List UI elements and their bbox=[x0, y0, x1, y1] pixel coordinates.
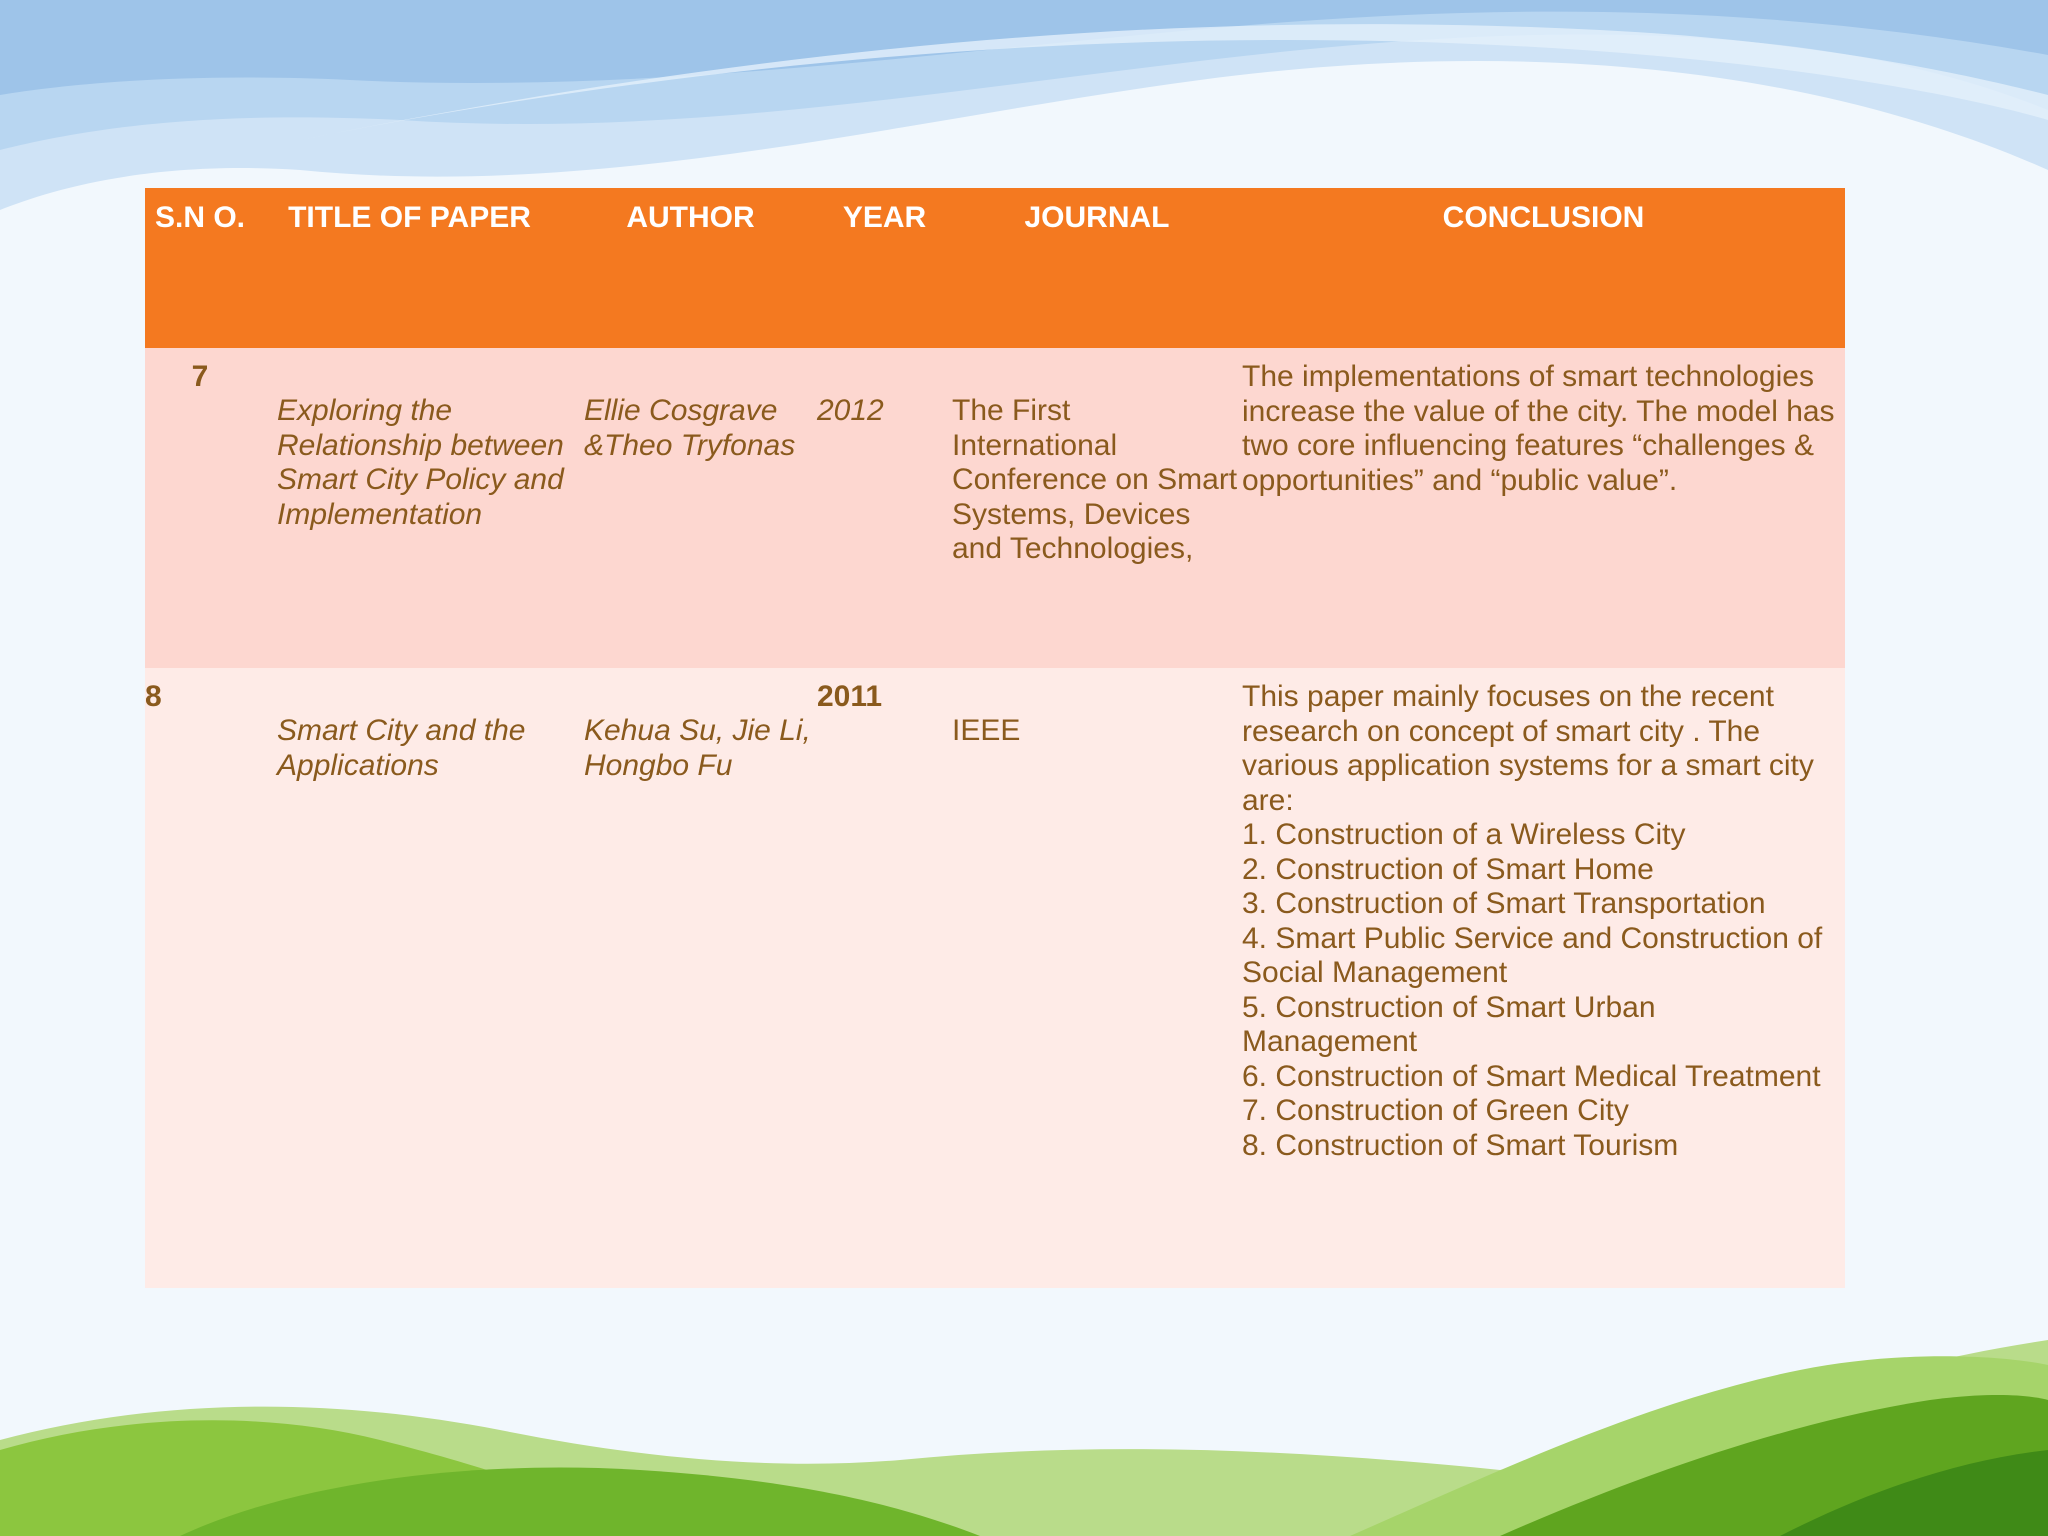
cell-title bbox=[255, 348, 564, 668]
table-row bbox=[145, 348, 1845, 668]
cell-conclusion bbox=[1242, 668, 1845, 1288]
header-title: TITLE OF PAPER bbox=[288, 201, 531, 234]
cell-sno bbox=[145, 348, 255, 668]
year-text: 2011 bbox=[817, 680, 883, 713]
cell-sno bbox=[145, 668, 255, 1288]
cell-year bbox=[817, 348, 952, 668]
conclusion-text: The implementations of smart technologies increase the value of the city. The model has two core influencing features “challenges & opportunities” and “public value”. bbox=[1242, 360, 1835, 497]
conclusion-text: This paper mainly focuses on the recent research on concept of smart city . The various application systems for a smart city are: 1. Construction of a Wireless City 2. Construction of Smart Home 3. Construction of Smart Transportation 4. Smart Public Service and Construction of Social Management 5. Construction of Smart Urban Management 6. Construction of Smart Medical Treatment 7. Construction of Green City 8. Construction of Smart Tourism bbox=[1242, 680, 1823, 1162]
sno-text: 8 bbox=[145, 680, 162, 713]
journal-text: The First International Conference on Smart Systems, Devices and Technologies, bbox=[952, 394, 1238, 565]
author-text: Kehua Su, Jie Li, Hongbo Fu bbox=[584, 714, 811, 782]
cell-journal bbox=[952, 668, 1242, 1288]
header-sno: S.N O. bbox=[154, 201, 245, 234]
author-text: Ellie Cosgrave &Theo Tryfonas bbox=[584, 394, 796, 462]
cell-title bbox=[255, 668, 564, 1288]
title-text: Exploring the Relationship between Smart City Policy and Implementation bbox=[277, 394, 564, 531]
year-text: 2012 bbox=[817, 394, 884, 427]
header-conclusion: CONCLUSION bbox=[1442, 201, 1645, 234]
cell-year bbox=[817, 668, 952, 1288]
header-year: YEAR bbox=[842, 201, 927, 234]
header-author: AUTHOR bbox=[626, 201, 755, 234]
table-header-row bbox=[145, 188, 1845, 348]
table-row bbox=[145, 668, 1845, 1288]
cell-author bbox=[564, 668, 817, 1288]
sno-text: 7 bbox=[191, 360, 209, 393]
cell-conclusion bbox=[1242, 348, 1845, 668]
cell-journal bbox=[952, 348, 1242, 668]
title-text: Smart City and the Applications bbox=[277, 714, 526, 782]
header-journal: JOURNAL bbox=[1024, 201, 1170, 234]
journal-text: IEEE bbox=[952, 714, 1021, 747]
literature-review-table bbox=[145, 188, 1845, 1288]
cell-author bbox=[564, 348, 817, 668]
